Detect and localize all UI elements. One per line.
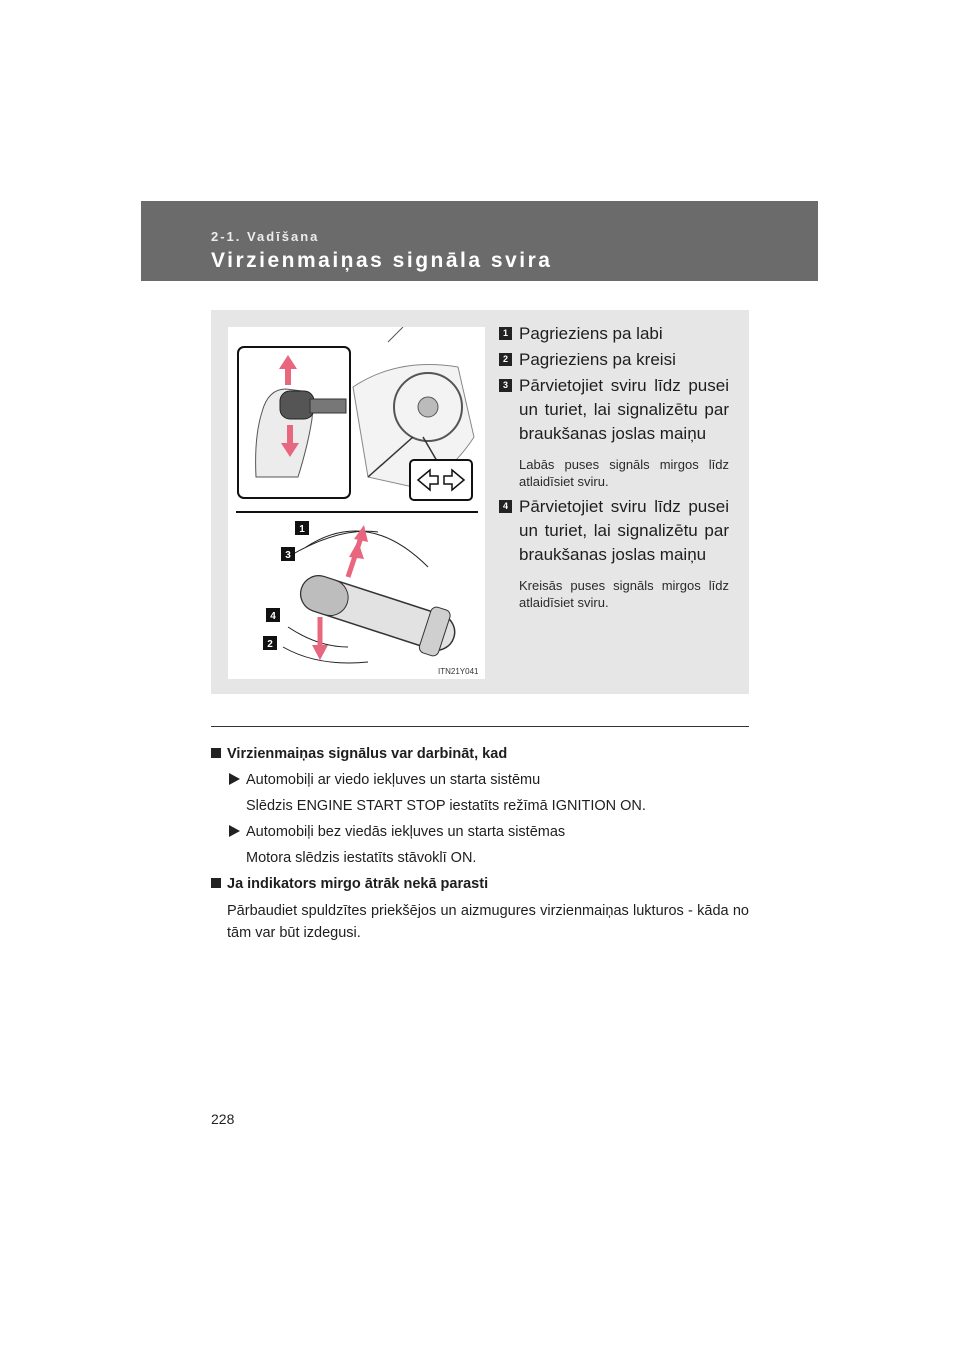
page-title: Virzienmaiņas signāla svira <box>211 249 553 272</box>
legend-text: Pārvietojiet sviru līdz pusei un turiet, lai signalizētu par braukšanas joslas maiņu <box>519 376 729 443</box>
section-label: 2-1. Vadīšana <box>211 229 320 244</box>
square-bullet-icon <box>211 878 221 888</box>
heading-fast-blinking: Ja indikators mirgo ātrāk nekā parasti <box>211 874 749 894</box>
legend-note: Kreisās puses signāls mirgos līdz atlaidīsiet sviru. <box>519 578 729 610</box>
section-header <box>141 201 818 281</box>
bullet-no-smart-entry: Automobiļi bez viedās iekļuves un starta sistēmas <box>211 822 749 842</box>
triangle-bullet-icon <box>229 825 240 837</box>
legend-num: 2 <box>499 353 512 366</box>
legend-note: Labās puses signāls mirgos līdz atlaidīsiet sviru. <box>519 457 729 489</box>
lever-diagram <box>228 327 485 679</box>
svg-text:4: 4 <box>270 611 276 622</box>
legend-item-2 <box>499 348 729 372</box>
triangle-bullet-icon <box>229 773 240 785</box>
legend-text: Pagrieziens pa kreisi <box>519 350 676 369</box>
arc-3 <box>306 531 428 567</box>
lever-knob <box>280 391 314 419</box>
svg-text:3: 3 <box>285 550 291 561</box>
svg-text:2: 2 <box>267 639 273 650</box>
lever-stalk <box>310 399 346 413</box>
detail-no-smart-entry: Motora slēdzis iestatīts stāvoklī ON. <box>246 850 477 866</box>
legend-item-1 <box>499 322 729 346</box>
square-bullet-icon <box>211 748 221 758</box>
sketch-line <box>388 327 403 342</box>
figure-code: ITN21Y041 <box>438 667 479 676</box>
heading-operation-conditions: Virzienmaiņas signālus var darbināt, kad <box>211 744 749 764</box>
detail-smart-entry: Slēdzis ENGINE START STOP iestatīts režīmā IGNITION ON. <box>246 798 646 814</box>
svg-text:1: 1 <box>299 524 305 535</box>
legend-text: Pagrieziens pa labi <box>519 324 663 343</box>
section-divider <box>211 726 749 727</box>
legend-item-4 <box>499 495 729 611</box>
legend-text: Pārvietojiet sviru līdz pusei un turiet, lai signalizētu par braukšanas joslas maiņu <box>519 497 729 564</box>
lever-down-head <box>312 645 328 660</box>
turn-signal-lever-illustration <box>228 327 485 679</box>
steering-hub <box>418 397 438 417</box>
legend-num: 1 <box>499 327 512 340</box>
paragraph-check-bulbs: Pārbaudiet spuldzītes priekšējos un aizmugures virzienmaiņas lukturos - kāda no tām var būt izdegusi. <box>227 903 749 941</box>
bullet-smart-entry: Automobiļi ar viedo iekļuves un starta sistēmu <box>211 770 749 790</box>
legend-num: 3 <box>499 379 512 392</box>
legend-item-3 <box>499 374 729 490</box>
legend-num: 4 <box>499 500 512 513</box>
lever-up-head-2 <box>354 525 368 542</box>
page-number: 228 <box>211 1111 235 1127</box>
body-text <box>211 744 749 944</box>
